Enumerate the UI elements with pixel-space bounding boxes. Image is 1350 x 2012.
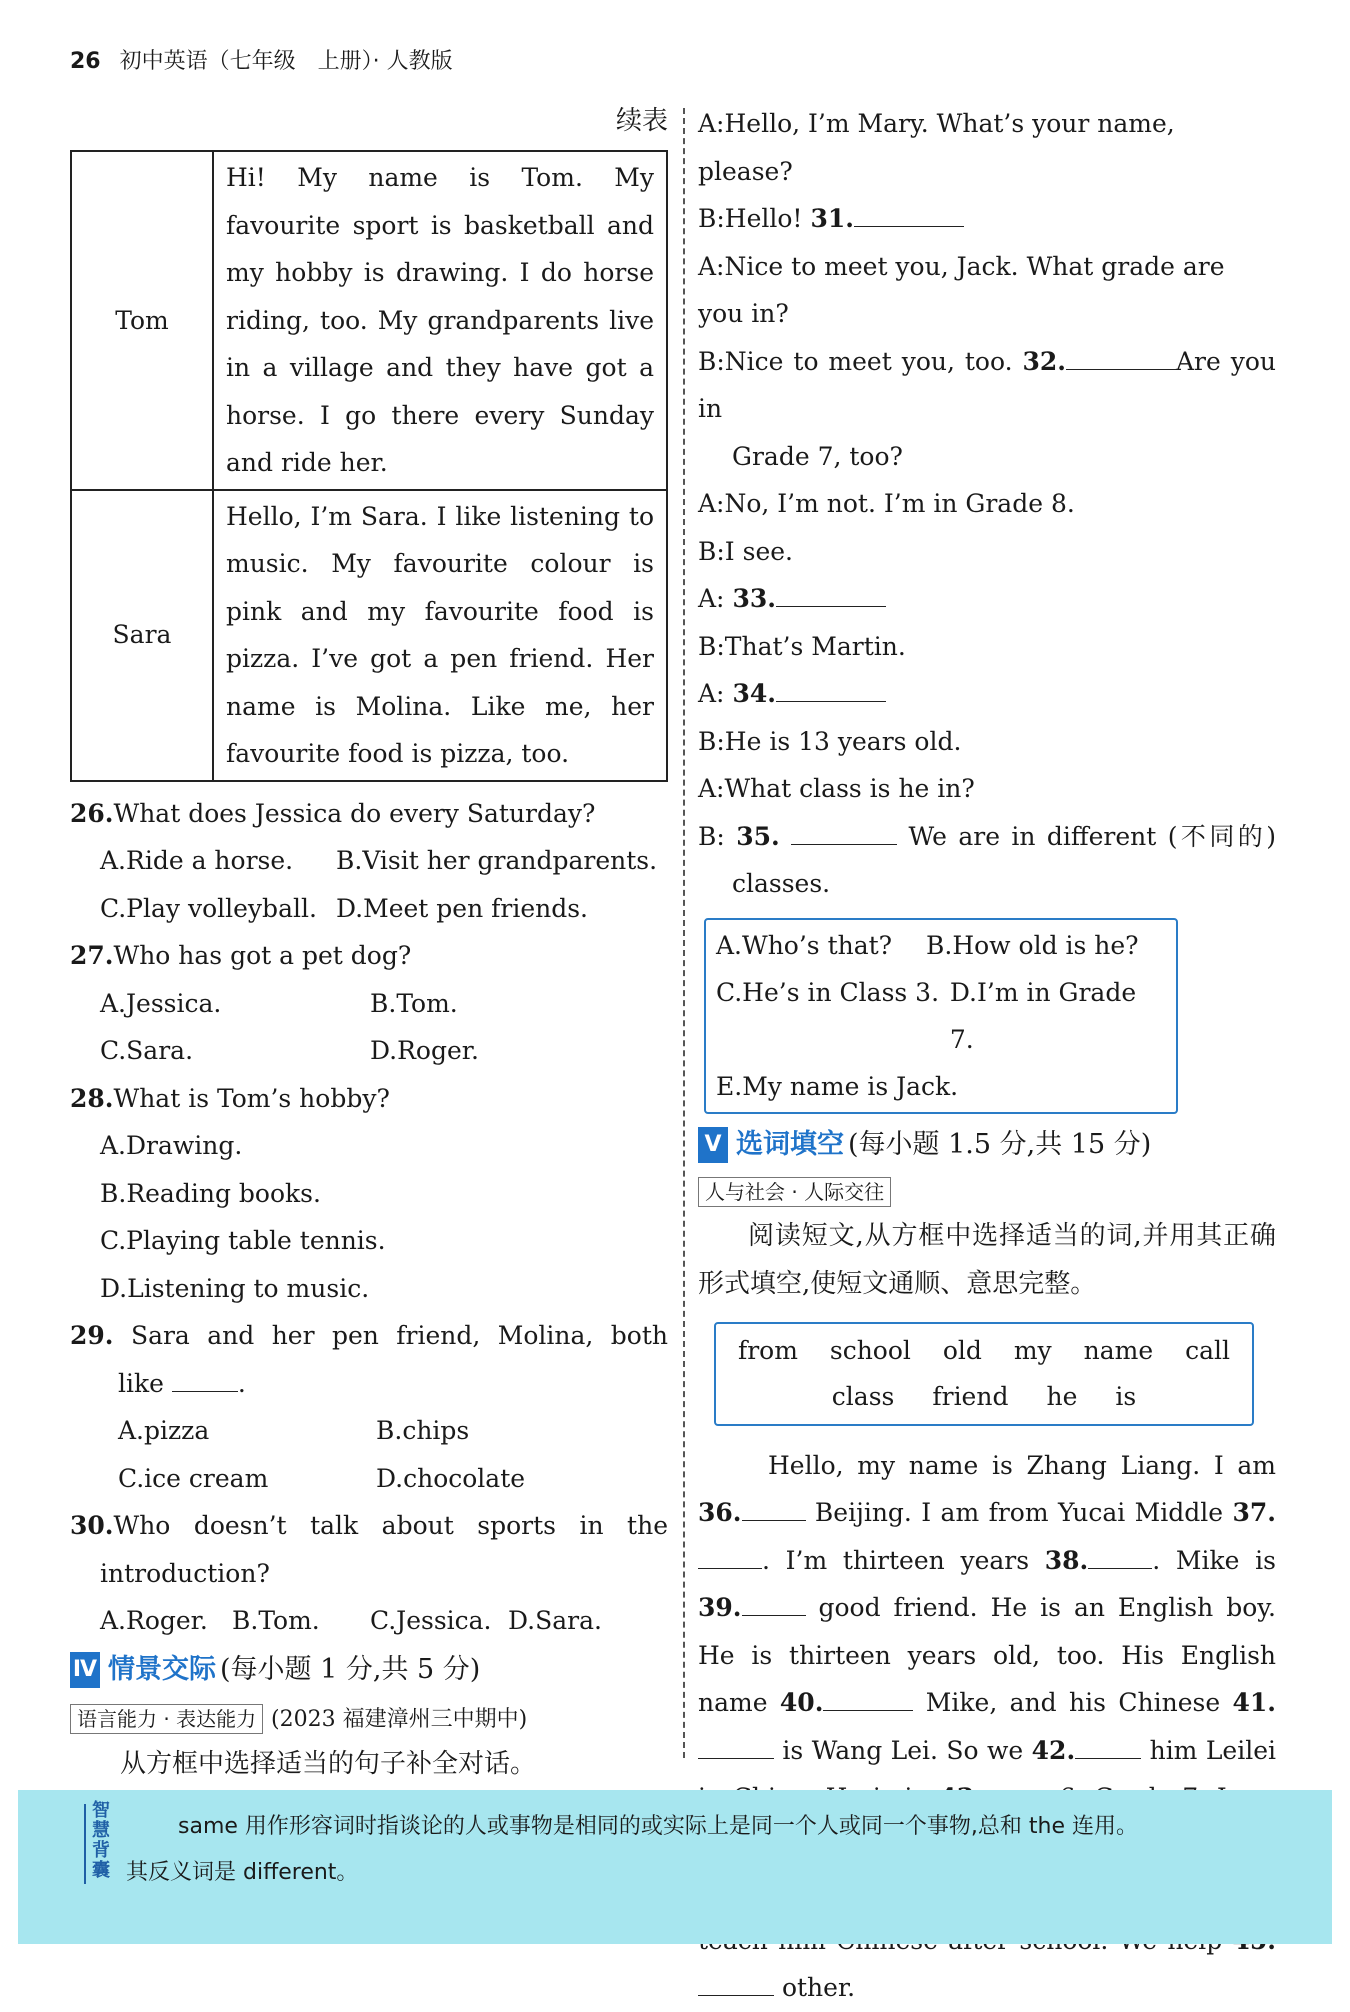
dialogue-line [698,623,1276,671]
blank-number: 41. [1232,1688,1276,1717]
option[interactable]: C.Play volleyball. [100,893,317,923]
choice[interactable]: A.Who’s that? [716,930,893,960]
right-column [698,100,1276,2012]
answer-blank[interactable] [1075,1730,1141,1759]
dialogue-text: I see. [724,536,793,566]
choice[interactable]: D.I’m in Grade 7. [949,977,1137,1054]
table-continued-label: 续表 [615,106,668,136]
options [70,837,668,885]
theme-tag: 人与社会 · 人际交往 [698,1177,891,1207]
tip-bar [84,1804,86,1884]
question-28 [70,1075,668,1123]
choice[interactable]: C.He’s in Class 3. [716,977,940,1007]
word[interactable]: is [1115,1381,1137,1411]
dialogue-line [698,670,1276,718]
question-text: Sara and her pen friend, Molina, both [130,1321,668,1350]
dialogue-cont: classes. [732,869,831,898]
column-divider [683,108,685,1758]
answer-blank[interactable] [1088,1540,1152,1569]
answer-blank[interactable] [698,1730,774,1759]
dialogue-text: Nice to meet you, too. [724,346,1023,376]
blank-number: 35. [736,821,780,851]
introduction-table [70,150,668,782]
question-29 [70,1312,668,1360]
section-title: 情景交际 [108,1653,216,1685]
answer-blank[interactable] [776,578,886,607]
word[interactable]: call [1185,1335,1230,1365]
option[interactable]: A.Jessica. [100,988,222,1018]
dialogue-text: Hello! [724,204,811,233]
options [70,980,668,1028]
options [70,1027,668,1075]
options [70,1455,668,1503]
blank-number: 31. [810,204,854,233]
answer-blank[interactable] [823,1682,913,1711]
answer-blank[interactable] [791,816,897,845]
option[interactable]: B.Tom. [370,988,458,1018]
question-26 [70,790,668,838]
page-number: 26 [70,49,101,74]
passage-text: . I’m thirteen years [762,1545,1045,1575]
question-27 [70,932,668,980]
person-name: Tom [71,151,213,490]
person-name: Sara [71,490,213,781]
dialogue-text: Are you in [698,346,1276,423]
speaker: B: [698,631,725,661]
question-text: like [118,1368,164,1398]
tip-line: same 用作形容词时指谈论的人或事物是相同的或实际上是同一个人或同一个事物,总和 the 连用。 [178,1814,1138,1839]
dialogue-cont: Grade 7, too? [732,441,903,471]
word[interactable]: from [737,1335,798,1365]
option[interactable]: A.Drawing. [100,1131,243,1160]
dialogue-line [698,528,1276,576]
question-number: 29. [70,1321,114,1350]
dialogue-line [698,243,1276,338]
word[interactable]: he [1046,1381,1078,1411]
dialogue-line [698,575,1276,623]
blank-number: 42. [1031,1735,1076,1765]
answer-blank[interactable] [742,1492,806,1521]
question-text: Who has got a pet dog? [113,941,412,970]
option[interactable]: C.Sara. [100,1036,194,1065]
option[interactable]: B.Tom. [232,1606,320,1635]
blank-number: 33. [732,584,776,613]
option[interactable]: A.Roger. [100,1606,208,1635]
section-4-heading [70,1645,668,1695]
option[interactable]: C.Playing table tennis. [100,1226,386,1255]
option[interactable]: B.Reading books. [100,1178,321,1208]
question-30 [70,1502,668,1550]
word-row [716,1374,1252,1420]
option[interactable]: A.pizza [118,1416,210,1445]
section-score: (每小题 1 分,共 5 分) [220,1653,481,1685]
answer-blank[interactable] [698,1540,762,1569]
book-title: 初中英语（七年级 上册）· 人教版 [119,49,453,74]
blank-number: 36. [698,1498,742,1527]
section-instruction: 从方框中选择适当的句子补全对话。 [120,1748,537,1779]
word[interactable]: old [942,1335,982,1365]
blank-number: 38. [1044,1545,1089,1575]
dialogue-line [698,718,1276,766]
speaker: A: [698,109,725,138]
question-text: . [237,1368,246,1398]
dialogue-text: We are in different (不同的) [897,821,1277,851]
passage-text: other. [774,1973,856,2002]
dialogue-text: That’s Martin. [724,631,906,661]
option[interactable]: B.chips [376,1416,470,1445]
option[interactable]: D.Listening to music. [100,1273,370,1303]
speaker: B: [698,536,725,566]
table-row [71,490,667,781]
section-5-heading [698,1120,1276,1170]
answer-blank[interactable] [742,1587,806,1616]
blank-number: 40. [779,1688,824,1717]
blank-number: 39. [698,1593,742,1622]
options [70,885,668,933]
word[interactable]: school [829,1335,911,1365]
passage-text: . Mike is [1152,1545,1276,1575]
blank-number: 34. [732,679,776,708]
section-badge: Ⅴ [698,1127,728,1163]
dialogue-line [698,100,1276,195]
word-row [716,1328,1252,1374]
skill-tag: 语言能力 · 表达能力 [70,1704,263,1734]
dialogue-line [698,338,1276,433]
passage-text: Hello, my name is Zhang Liang. I am [768,1450,1276,1480]
page-header [70,44,453,75]
question-number: 28. [70,1083,114,1113]
option[interactable]: D.chocolate [376,1463,526,1493]
answer-blank[interactable] [854,198,964,227]
section-5-meta [698,1170,1276,1212]
tip-line: 其反义词是 different。 [126,1860,359,1885]
sentence-choice-box [704,918,1178,1114]
passage-text: is Wang Lei. So we [774,1735,1032,1765]
speaker: A: [698,251,725,281]
left-column [70,100,668,1788]
passage-text: Mike, and his Chinese [913,1688,1233,1717]
dialogue-text: What class is he in? [724,774,975,803]
choice[interactable]: E.My name is Jack. [716,1071,959,1101]
section-badge: Ⅳ [70,1652,100,1688]
speaker: A: [698,584,725,613]
speaker: A: [698,489,725,518]
word[interactable]: name [1083,1335,1154,1365]
option[interactable]: B.Visit her grandparents. [336,846,658,875]
choice-row [716,1063,1166,1110]
question-number: 26. [70,798,114,828]
question-29-cont [70,1360,668,1408]
person-intro: Hi! My name is Tom. My favourite sport is basketball and my hobby is drawing. I do horse riding, too. My grandparents live in a village and they have got a horse. I go there every Sunday and ride her. [213,151,667,490]
section-instruction: 阅读短文,从方框中选择适当的词,并用其正确形式填空,使短文通顺、意思完整。 [698,1220,1276,1299]
word[interactable]: class [831,1381,895,1411]
answer-blank[interactable] [698,1967,774,1996]
question-number: 30. [70,1511,114,1540]
dialogue-line [698,480,1276,528]
dialogue-text: He is 13 years old. [724,726,962,756]
tip-side-label: 智慧背囊 [89,1800,110,1880]
option[interactable]: C.Jessica. [370,1606,492,1635]
dialogue-text: Nice to meet you, Jack. What grade are you in? [698,251,1225,328]
options [70,1407,668,1455]
speaker: A: [698,774,725,803]
speaker: B: [698,821,725,851]
speaker: B: [698,726,725,756]
section-4-meta [70,1695,668,1741]
section-score: (每小题 1.5 分,共 15 分) [848,1128,1152,1160]
dialogue-line [698,765,1276,813]
table-row [71,151,667,490]
dialogue-line [698,195,1276,243]
word[interactable]: my [1013,1335,1052,1365]
passage-text: good friend. He is an English boy. He is thirteen years old, too. His English name [698,1593,1276,1717]
tip-box [18,1790,1332,1944]
person-intro: Hello, I’m Sara. I like listening to music. My favourite colour is pink and my favourite food is pizza. I’ve got a pen friend. Her name is Molina. Like me, her favourite food is pizza, too. [213,490,667,781]
choice-row [716,922,1166,969]
dialogue-line [698,813,1276,861]
question-number: 27. [70,941,114,970]
section-source: (2023 福建漳州三中期中) [271,1706,528,1732]
dialogue-text: Hello, I’m Mary. What’s your name, please? [698,109,1175,186]
option[interactable]: C.ice cream [118,1463,269,1493]
dialogue-text: No, I’m not. I’m in Grade 8. [724,489,1075,518]
speaker: A: [698,679,725,708]
option[interactable]: A.Ride a horse. [100,846,294,875]
question-30-cont: introduction? [100,1558,270,1588]
answer-blank[interactable] [172,1363,238,1392]
question-text: What does Jessica do every Saturday? [113,798,596,828]
section-title: 选词填空 [736,1128,844,1160]
passage-text: him Leilei [1149,1735,1276,1765]
option[interactable]: D.Roger. [370,1036,479,1065]
passage-text: Beijing. I am from Yucai Middle [805,1498,1224,1527]
answer-blank[interactable] [1066,341,1176,370]
word[interactable]: friend [932,1381,1009,1411]
tip-text [126,1804,1316,1896]
options [70,1597,668,1645]
answer-blank[interactable] [776,673,886,702]
choice-row [716,969,1166,1063]
blank-number: 37. [1232,1498,1276,1527]
speaker: B: [698,346,725,376]
blank-number: 32. [1022,346,1066,376]
choice[interactable]: B.How old is he? [926,930,1139,960]
option[interactable]: D.Sara. [508,1606,602,1635]
word-bank-box [714,1322,1254,1426]
option[interactable]: D.Meet pen friends. [336,893,589,923]
question-text: Who doesn’t talk about sports in the [113,1511,668,1540]
question-text: What is Tom’s hobby? [113,1083,390,1113]
speaker: B: [698,204,725,233]
